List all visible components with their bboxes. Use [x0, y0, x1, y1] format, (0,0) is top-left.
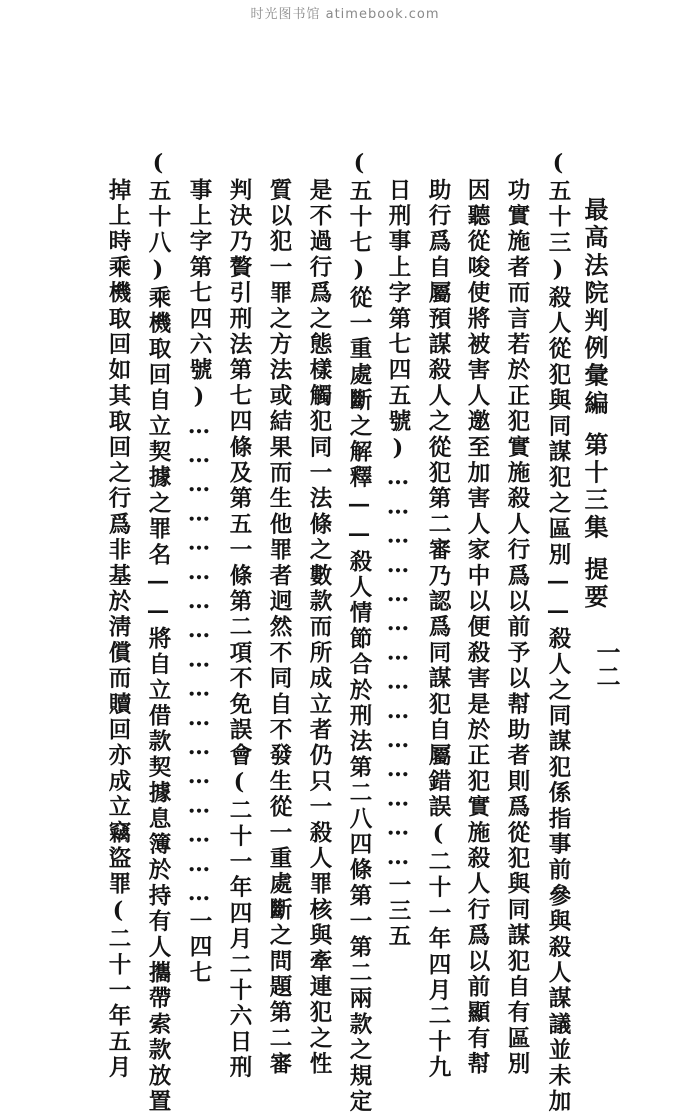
text-line: 判決乃贅引刑法第七四條及第五一條第二項不免誤會(二十一年四月二十六日刑 [226, 178, 252, 1081]
section-label: 提要 [580, 556, 609, 612]
text-line: 因聽從唆使將被害人邀至加害人家中以便殺害是於正犯實施殺人行爲以前顯有幇 [464, 178, 490, 1078]
text-line: 事上字第七四六號)……………………………………………一四七 [186, 178, 212, 987]
text-line: (五十八)乘機取回自立契據之罪名——將自立借款契據息簿於持有人攜帶索款放置 [145, 150, 171, 1115]
text-line: (五十七)從一重處斷之解釋——殺人情節合於刑法第二八四條第一第二兩款之規定 [346, 150, 372, 1115]
text-line: (五十三)殺人從犯與同謀犯之區別——殺人之同謀犯係指事前參與殺人謀議並未加 [545, 150, 571, 1115]
text-line: 功實施者而言若於正犯實施殺人行爲以前予以幇助者則爲從犯與同謀犯自有區別 [504, 178, 530, 1078]
text-line: 是不過行爲之態樣觸犯同一法條之數款而所成立者仍只一殺人罪核與牽連犯之性 [306, 178, 332, 1078]
collection-label: 第十三集 [580, 431, 609, 543]
watermark: 时光图书馆 atimebook.com [250, 7, 440, 22]
running-header [580, 197, 609, 612]
text-line: 質以犯一罪之方法或結果而生他罪者迥然不同自不發生從一重處斷之問題第二審 [266, 178, 292, 1078]
text-line: 日刑事上字第七四五號)……………………………………一三五 [385, 178, 411, 951]
text-line: 掉上時乘機取回如其取回之行爲非基於淸償而贖回亦成立竊盜罪(二十一年五月 [105, 178, 131, 1081]
text-line: 助行爲自屬預謀殺人之從犯第二審乃認爲同謀犯自屬錯誤(二十一年四月二十九 [425, 178, 451, 1081]
page-number: 一二 [592, 640, 621, 688]
book-title: 最高法院判例彙編 [580, 197, 609, 418]
